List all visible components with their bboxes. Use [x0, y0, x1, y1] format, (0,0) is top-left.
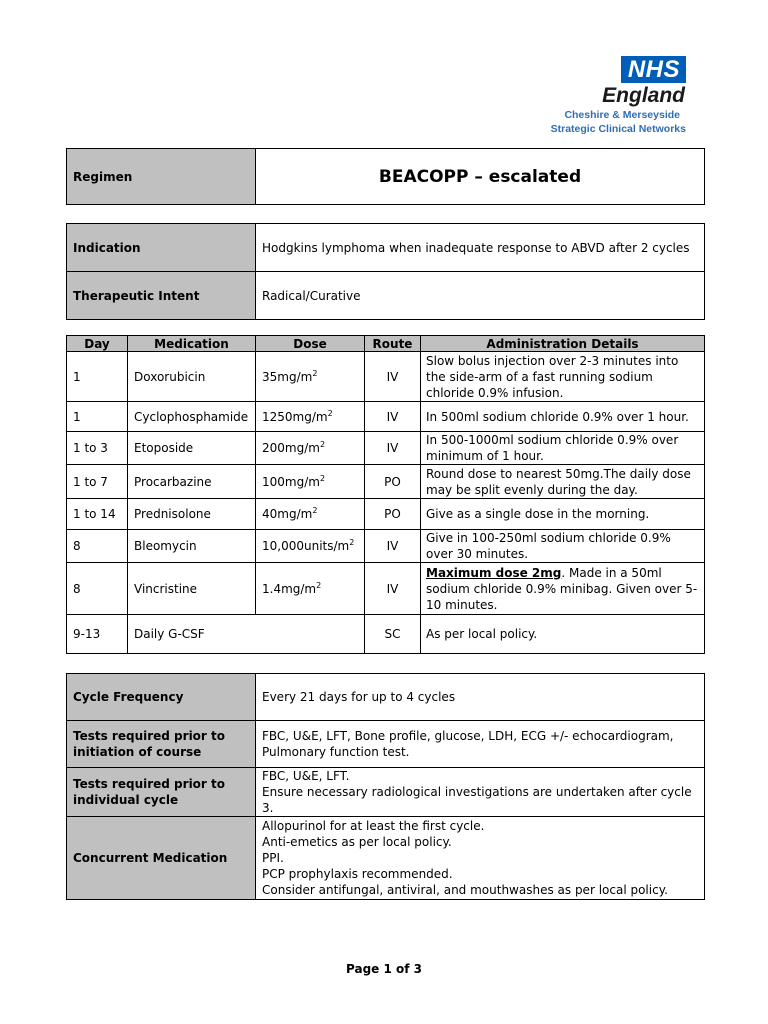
route-cell: PO	[365, 465, 421, 499]
cycle-info-row	[67, 817, 705, 900]
cycle-info-label: Tests required prior to initiation of course	[67, 721, 256, 768]
dose-value: 40mg/m	[262, 507, 313, 521]
medication-cell: Vincristine	[128, 563, 256, 615]
cycle-info-line: FBC, U&E, LFT, Bone profile, glucose, LDH, ECG +/- echocardiogram,	[262, 729, 674, 743]
drug-row	[67, 465, 705, 499]
dose-cell	[256, 432, 365, 465]
dose-value: 35mg/m	[262, 369, 313, 384]
cycle-info-value	[256, 674, 705, 721]
dose-cell	[256, 465, 365, 499]
details-cell: Slow bolus injection over 2-3 minutes into the side-arm of a fast running sodium chloride 0.9% infusion.	[421, 352, 705, 402]
regimen-label: Regimen	[67, 149, 256, 205]
indication-table	[66, 223, 705, 320]
route-cell: IV	[365, 432, 421, 465]
dose-value: 100mg/m	[262, 474, 320, 489]
route-cell: SC	[365, 615, 421, 654]
dose-value: 10,000units/m	[262, 539, 350, 553]
logo-subtitle-1: Cheshire & Merseyside	[564, 109, 680, 121]
details-cell: In 500-1000ml sodium chloride 0.9% over minimum of 1 hour.	[421, 432, 705, 465]
page-number: Page 1 of 3	[346, 962, 422, 976]
cycle-info-line: Consider antifungal, antiviral, and mouthwashes as per local policy.	[262, 883, 668, 897]
dose-superscript: 2	[319, 473, 326, 483]
cycle-info-value	[256, 817, 705, 900]
day-cell: 1 to 7	[67, 465, 128, 499]
max-dose-note: Maximum dose 2mg	[426, 565, 562, 580]
day-cell: 9-13	[67, 615, 128, 654]
route-cell: IV	[365, 402, 421, 432]
dose-superscript: 2	[312, 368, 318, 378]
route-cell: IV	[365, 530, 421, 563]
nhs-logo-box: NHS	[621, 56, 686, 83]
regimen-title: BEACOPP – escalated	[256, 149, 705, 205]
route-cell: IV	[365, 563, 421, 615]
cycle-info-value	[256, 721, 705, 768]
dose-cell	[256, 563, 365, 615]
details-cell: Give in 100-250ml sodium chloride 0.9% over 30 minutes.	[421, 530, 705, 563]
drug-row	[67, 352, 705, 402]
details-cell	[421, 563, 705, 615]
medication-cell: Cyclophosphamide	[128, 402, 256, 432]
cycle-info-line: FBC, U&E, LFT.	[262, 769, 350, 783]
dose-cell	[256, 499, 365, 530]
medication-cell: Doxorubicin	[128, 352, 256, 402]
drug-table	[66, 335, 705, 654]
drug-table-header	[67, 336, 705, 352]
cycle-info-line: Allopurinol for at least the first cycle.	[262, 819, 485, 833]
dose-value: 1.4mg/m	[262, 581, 317, 596]
day-cell: 1	[67, 402, 128, 432]
cycle-info-line: Ensure necessary radiological investigations are undertaken after cycle 3.	[262, 785, 692, 815]
regimen-table	[66, 148, 705, 205]
header-medication: Medication	[128, 336, 256, 352]
dose-value: 1250mg/m	[262, 409, 328, 424]
dose-value: 200mg/m	[262, 441, 320, 455]
drug-row	[67, 615, 705, 654]
day-cell: 1	[67, 352, 128, 402]
day-cell: 8	[67, 563, 128, 615]
cycle-info-table	[66, 673, 705, 900]
logo-name: England	[602, 84, 685, 107]
day-cell: 1 to 3	[67, 432, 128, 465]
dose-superscript: 2	[312, 506, 318, 515]
indication-label: Indication	[67, 224, 256, 272]
drug-row	[67, 563, 705, 615]
cycle-info-line: Anti-emetics as per local policy.	[262, 835, 452, 849]
day-cell: 1 to 14	[67, 499, 128, 530]
cycle-info-row	[67, 721, 705, 768]
medication-cell: Procarbazine	[128, 465, 256, 499]
cycle-info-row	[67, 768, 705, 817]
header-dose: Dose	[256, 336, 365, 352]
cycle-info-label: Tests required prior to individual cycle	[67, 768, 256, 817]
drug-row	[67, 432, 705, 465]
dose-superscript: 2	[316, 580, 322, 590]
drug-row	[67, 499, 705, 530]
indication-value: Hodgkins lymphoma when inadequate response to ABVD after 2 cycles	[256, 224, 705, 272]
intent-value: Radical/Curative	[256, 272, 705, 320]
dose-cell	[256, 530, 365, 563]
regimen-row	[67, 149, 705, 205]
intent-row	[67, 272, 705, 320]
dose-cell	[256, 352, 365, 402]
details-cell: In 500ml sodium chloride 0.9% over 1 hour.	[421, 402, 705, 432]
cycle-info-line: PCP prophylaxis recommended.	[262, 867, 453, 881]
intent-label: Therapeutic Intent	[67, 272, 256, 320]
cycle-info-label: Concurrent Medication	[67, 817, 256, 900]
header-day: Day	[67, 336, 128, 352]
medication-cell: Prednisolone	[128, 499, 256, 530]
nhs-england-logo	[536, 56, 686, 136]
cycle-info-row	[67, 674, 705, 721]
header-administration-details: Administration Details	[421, 336, 705, 352]
drug-row	[67, 402, 705, 432]
medication-cell: Daily G-CSF	[128, 615, 365, 654]
cycle-info-line: PPI.	[262, 851, 284, 865]
drug-row	[67, 530, 705, 563]
dose-superscript: 2	[319, 440, 326, 449]
cycle-info-line: Every 21 days for up to 4 cycles	[262, 690, 456, 704]
indication-row	[67, 224, 705, 272]
logo-subtitle-2: Strategic Clinical Networks	[550, 123, 686, 135]
medication-cell: Etoposide	[128, 432, 256, 465]
dose-superscript: 2	[349, 538, 355, 547]
cycle-info-line: Pulmonary function test.	[262, 745, 410, 759]
details-text: . Made in a 50ml sodium chloride 0.9% minibag. Given over 5-10 minutes.	[426, 565, 698, 612]
details-cell: As per local policy.	[421, 615, 705, 654]
cycle-info-label: Cycle Frequency	[67, 674, 256, 721]
dose-cell	[256, 402, 365, 432]
day-cell: 8	[67, 530, 128, 563]
route-cell: PO	[365, 499, 421, 530]
details-cell: Round dose to nearest 50mg.The daily dose may be split evenly during the day.	[421, 465, 705, 499]
dose-superscript: 2	[327, 408, 333, 418]
header-route: Route	[365, 336, 421, 352]
details-cell: Give as a single dose in the morning.	[421, 499, 705, 530]
route-cell: IV	[365, 352, 421, 402]
medication-cell: Bleomycin	[128, 530, 256, 563]
cycle-info-value	[256, 768, 705, 817]
